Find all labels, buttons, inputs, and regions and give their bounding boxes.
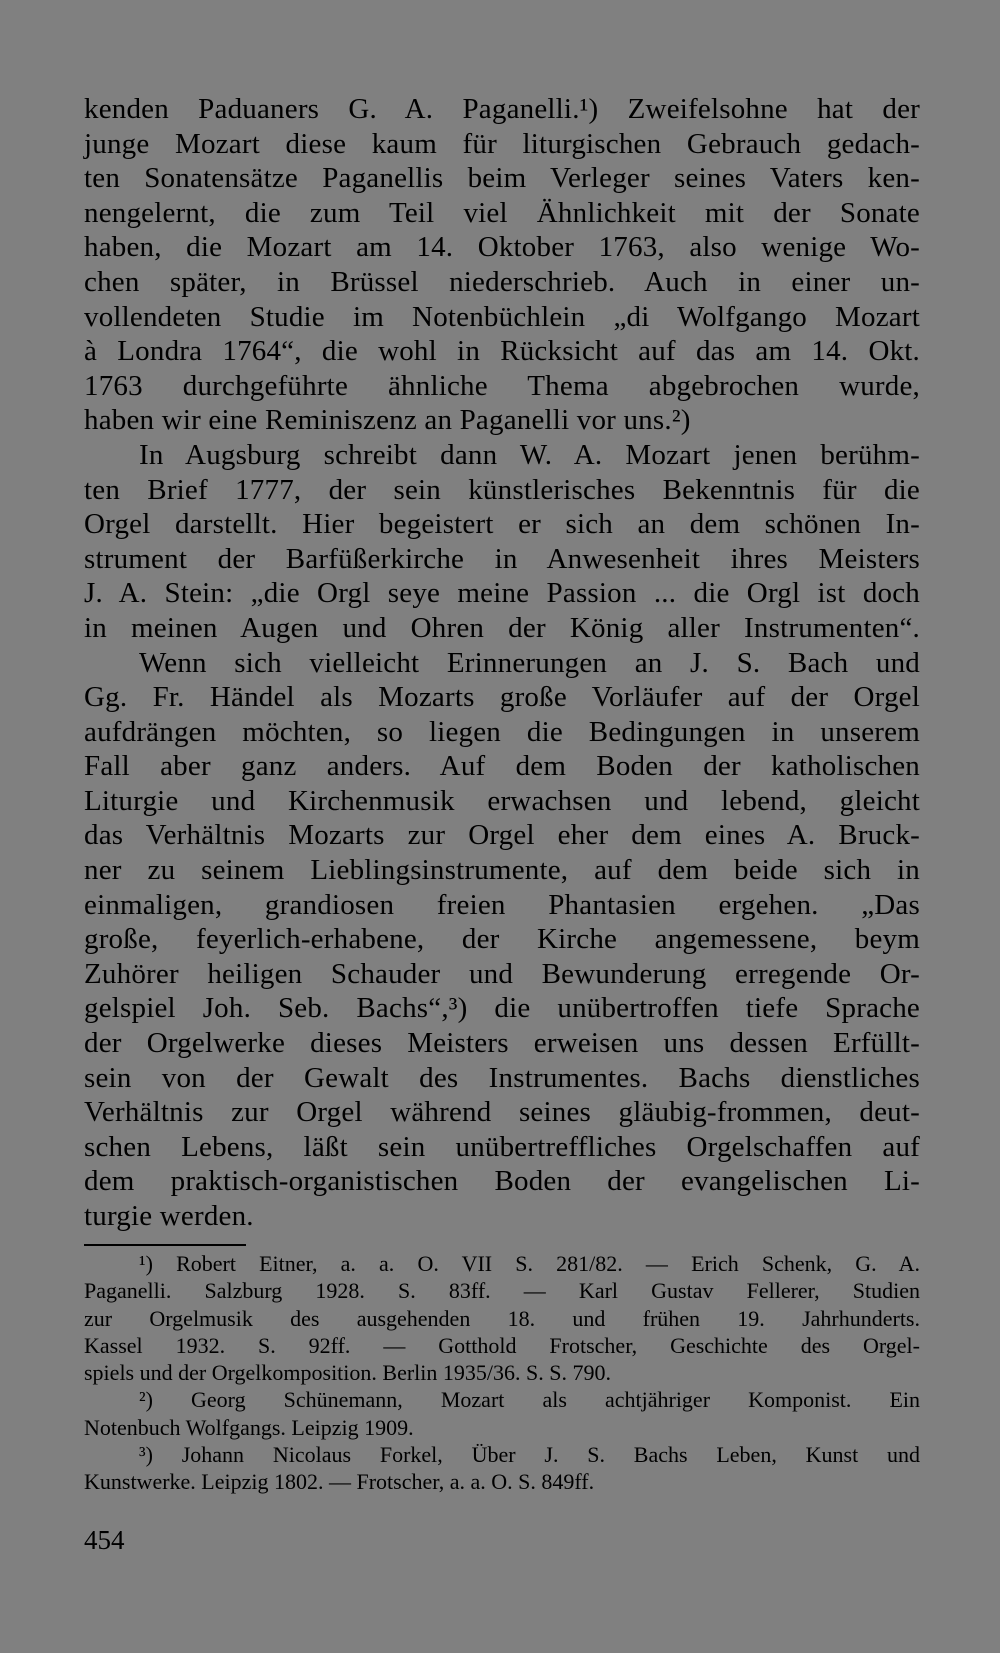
- body-line: in meinen Augen und Ohren der König aller Instrumenten“.: [84, 611, 920, 644]
- body-line: haben, die Mozart am 14. Oktober 1763, also wenige Wo-: [84, 231, 920, 264]
- body-line: Verhältnis zur Orgel während seines gläubig-frommen, deut-: [84, 1096, 920, 1129]
- body-line: Gg. Fr. Händel als Mozarts große Vorläufer auf der Orgel: [84, 681, 920, 714]
- footnote-line: zur Orgelmusik des ausgehenden 18. und frühen 19. Jahrhunderts.: [84, 1305, 920, 1331]
- body-line: Wenn sich vielleicht Erinnerungen an J. S. Bach und: [139, 646, 920, 679]
- body-text: [84, 92, 920, 1234]
- body-line: Fall aber ganz anders. Auf dem Boden der katholischen: [84, 750, 920, 783]
- body-line: Liturgie und Kirchenmusik erwachsen und lebend, gleicht: [84, 784, 920, 817]
- body-line: junge Mozart diese kaum für liturgischen Gebrauch gedach-: [84, 127, 920, 160]
- body-line: vollendeten Studie im Notenbüchlein „di Wolfgango Mozart: [84, 300, 920, 333]
- footnote-line: Kassel 1932. S. 92ff. — Gotthold Frotscher, Geschichte des Orgel-: [84, 1332, 920, 1358]
- body-line: ten Sonatensätze Paganellis beim Verleger seines Vaters ken-: [84, 162, 920, 195]
- body-line: sein von der Gewalt des Instrumentes. Bachs dienstliches: [84, 1061, 920, 1094]
- footnote-divider: [84, 1244, 246, 1246]
- body-line: ten Brief 1777, der sein künstlerisches Bekenntnis für die: [84, 473, 920, 506]
- body-line: In Augsburg schreibt dann W. A. Mozart jenen berühm-: [139, 438, 920, 471]
- body-line: Orgel darstellt. Hier begeistert er sich an dem schönen In-: [84, 508, 920, 541]
- body-line: gelspiel Joh. Seb. Bachs“,³) die unübertroffen tiefe Sprache: [84, 992, 920, 1025]
- body-line: dem praktisch-organistischen Boden der evangelischen Li-: [84, 1165, 920, 1198]
- footnote-line: ²) Georg Schünemann, Mozart als achtjähriger Komponist. Ein: [139, 1387, 920, 1413]
- body-line: turgie werden.: [84, 1200, 254, 1232]
- body-line: J. A. Stein: „die Orgl seye meine Passion ... die Orgl ist doch: [84, 577, 920, 610]
- body-line: strument der Barfüßerkirche in Anwesenheit ihres Meisters: [84, 542, 920, 575]
- body-line: einmaligen, grandiosen freien Phantasien ergehen. „Das: [84, 888, 920, 921]
- footnote-line: Paganelli. Salzburg 1928. S. 83ff. — Karl Gustav Fellerer, Studien: [84, 1278, 920, 1304]
- body-line: kenden Paduaners G. A. Paganelli.¹) Zweifelsohne hat der: [84, 93, 920, 125]
- body-line: chen später, in Brüssel niederschrieb. Auch in einer un-: [84, 265, 920, 298]
- footnote-line: Notenbuch Wolfgangs. Leipzig 1909.: [84, 1414, 414, 1440]
- body-line: nengelernt, die zum Teil viel Ähnlichkeit mit der Sonate: [84, 196, 920, 229]
- body-line: der Orgelwerke dieses Meisters erweisen uns dessen Erfüllt-: [84, 1027, 920, 1060]
- body-line: das Verhältnis Mozarts zur Orgel eher dem eines A. Bruck-: [84, 819, 920, 852]
- body-line: große, feyerlich-erhabene, der Kirche angemessene, beym: [84, 923, 920, 956]
- body-line: à Londra 1764“, die wohl in Rücksicht auf das am 14. Okt.: [84, 335, 920, 368]
- page-number: 454: [84, 1525, 125, 1555]
- body-line: aufdrängen möchten, so liegen die Bedingungen in unserem: [84, 715, 920, 748]
- body-line: haben wir eine Reminiszenz an Paganelli vor uns.²): [84, 404, 691, 437]
- body-line: Zuhörer heiligen Schauder und Bewunderung erregende Or-: [84, 957, 920, 990]
- body-line: schen Lebens, läßt sein unübertreffliches Orgelschaffen auf: [84, 1130, 920, 1163]
- body-line: ner zu seinem Lieblingsinstrumente, auf dem beide sich in: [84, 854, 920, 887]
- footnote-line: ³) Johann Nicolaus Forkel, Über J. S. Bachs Leben, Kunst und: [139, 1442, 920, 1468]
- footnotes: [84, 1250, 920, 1496]
- footnote-line: ¹) Robert Eitner, a. a. O. VII S. 281/82. — Erich Schenk, G. A.: [139, 1251, 920, 1276]
- body-line: 1763 durchgeführte ähnliche Thema abgebrochen wurde,: [84, 369, 920, 402]
- footnote-line: spiels und der Orgelkomposition. Berlin 1935/36. S. S. 790.: [84, 1360, 611, 1386]
- footnote-line: Kunstwerke. Leipzig 1802. — Frotscher, a. a. O. S. 849ff.: [84, 1469, 595, 1495]
